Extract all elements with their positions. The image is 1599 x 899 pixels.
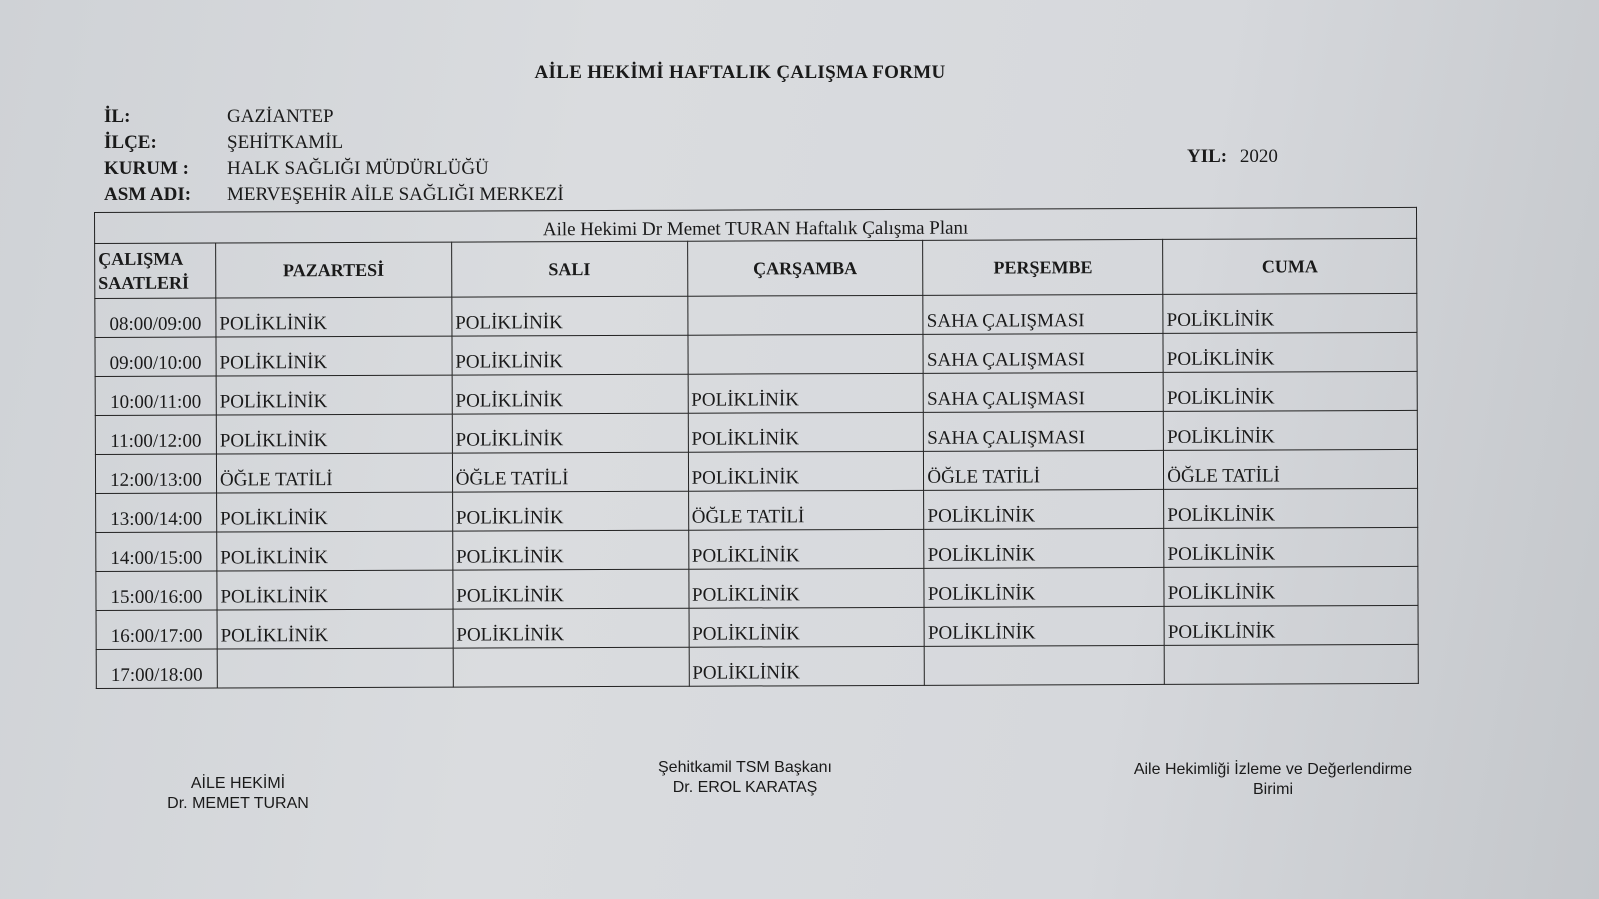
day-header-wednesday: ÇARŞAMBA	[687, 240, 923, 296]
schedule-cell: POLİKLİNİK	[1164, 527, 1418, 567]
doctor-name: Dr. MEMET TURAN	[167, 795, 309, 812]
field-ilce	[104, 130, 564, 156]
schedule-row	[95, 293, 1417, 337]
schedule-cell: POLİKLİNİK	[217, 609, 453, 649]
schedule-cell: SAHA ÇALIŞMASI	[923, 372, 1163, 412]
schedule-row	[95, 332, 1417, 376]
unit-signature	[1118, 760, 1428, 800]
time-slot-cell: 11:00/12:00	[95, 415, 216, 454]
schedule-cell: POLİKLİNİK	[217, 492, 453, 532]
time-slot-cell: 16:00/17:00	[96, 610, 217, 649]
schedule-cell: POLİKLİNİK	[217, 570, 453, 610]
form-header-fields	[104, 104, 564, 208]
schedule-cell: POLİKLİNİK	[452, 296, 688, 336]
time-slot-cell: 12:00/13:00	[95, 454, 216, 493]
schedule-cell	[217, 648, 453, 688]
schedule-cell: POLİKLİNİK	[924, 567, 1164, 607]
field-value: MERVEŞEHİR AİLE SAĞLIĞI MERKEZİ	[227, 184, 564, 205]
time-slot-cell: 10:00/11:00	[95, 376, 216, 415]
day-header-monday: PAZARTESİ	[216, 242, 452, 298]
field-label: KURUM :	[104, 158, 189, 179]
schedule-cell: ÖĞLE TATİLİ	[924, 450, 1164, 490]
schedule-cell: POLİKLİNİK	[452, 335, 688, 375]
schedule-row	[96, 566, 1418, 610]
schedule-cell	[1164, 644, 1418, 684]
schedule-cell: POLİKLİNİK	[1163, 371, 1417, 411]
year-label: YIL:	[1187, 146, 1228, 167]
field-label: ASM ADI:	[104, 184, 192, 205]
schedule-cell: ÖĞLE TATİLİ	[1164, 449, 1418, 489]
day-header-friday: CUMA	[1163, 238, 1417, 294]
schedule-cell: POLİKLİNİK	[688, 529, 924, 569]
field-label: İLÇE:	[104, 132, 157, 153]
schedule-cell: POLİKLİNİK	[924, 606, 1164, 646]
weekly-schedule-table	[94, 207, 1419, 689]
field-value: HALK SAĞLIĞI MÜDÜRLÜĞÜ	[227, 158, 489, 179]
doctor-title: AİLE HEKİMİ	[190, 775, 286, 792]
field-asm-adi	[104, 182, 564, 208]
schedule-cell: POLİKLİNİK	[216, 297, 452, 337]
schedule-row	[96, 605, 1418, 649]
schedule-cell: POLİKLİNİK	[1163, 293, 1417, 333]
schedule-cell: ÖĞLE TATİLİ	[452, 452, 688, 492]
schedule-cell: POLİKLİNİK	[924, 528, 1164, 568]
schedule-cell	[925, 645, 1165, 685]
schedule-cell: POLİKLİNİK	[216, 375, 452, 415]
schedule-cell: POLİKLİNİK	[1164, 566, 1418, 606]
schedule-cell: SAHA ÇALIŞMASI	[924, 411, 1164, 451]
time-slot-cell: 14:00/15:00	[96, 532, 217, 571]
schedule-cell	[687, 295, 923, 335]
schedule-cell: POLİKLİNİK	[1164, 605, 1418, 645]
schedule-row	[96, 644, 1418, 688]
day-header-thursday: PERŞEMBE	[923, 239, 1163, 295]
time-slot-cell: 15:00/16:00	[96, 571, 217, 610]
schedule-cell: POLİKLİNİK	[689, 607, 925, 647]
field-label: İL:	[104, 106, 131, 127]
schedule-cell: SAHA ÇALIŞMASI	[923, 333, 1163, 373]
schedule-cell: POLİKLİNİK	[688, 412, 924, 452]
year-value: 2020	[1239, 146, 1278, 167]
time-slot-cell: 09:00/10:00	[95, 337, 216, 376]
schedule-cell: POLİKLİNİK	[217, 531, 453, 571]
schedule-cell: POLİKLİNİK	[1163, 410, 1417, 450]
schedule-cell: POLİKLİNİK	[688, 568, 924, 608]
schedule-cell: POLİKLİNİK	[452, 374, 688, 414]
schedule-cell: POLİKLİNİK	[216, 414, 452, 454]
schedule-row	[96, 527, 1418, 571]
tsm-title: Şehitkamil TSM Başkanı	[658, 759, 832, 776]
schedule-cell: POLİKLİNİK	[688, 451, 924, 491]
field-value: ŞEHİTKAMİL	[227, 132, 344, 153]
schedule-cell	[688, 334, 924, 374]
schedule-cell: POLİKLİNİK	[453, 569, 689, 609]
schedule-cell: POLİKLİNİK	[452, 413, 688, 453]
time-slot-cell: 13:00/14:00	[96, 493, 217, 532]
day-header-tuesday: SALI	[451, 241, 687, 297]
schedule-cell: ÖĞLE TATİLİ	[216, 453, 452, 493]
schedule-row	[96, 488, 1418, 532]
schedule-cell	[453, 647, 689, 687]
schedule-cell: POLİKLİNİK	[689, 646, 925, 686]
schedule-cell: POLİKLİNİK	[688, 373, 924, 413]
field-kurum	[104, 156, 564, 182]
schedule-row	[95, 449, 1417, 493]
plan-title: Aile Hekimi Dr Memet TURAN Haftalık Çalışma Planı	[95, 207, 1417, 243]
schedule-cell: POLİKLİNİK	[1164, 488, 1418, 528]
schedule-row	[95, 410, 1417, 454]
schedule-cell: POLİKLİNİK	[452, 530, 688, 570]
tsm-name: Dr. EROL KARATAŞ	[672, 779, 818, 796]
doctor-signature	[158, 774, 318, 814]
schedule-cell: POLİKLİNİK	[1163, 332, 1417, 372]
schedule-cell: POLİKLİNİK	[216, 336, 452, 376]
schedule-cell: POLİKLİNİK	[452, 491, 688, 531]
schedule-cell: ÖĞLE TATİLİ	[688, 490, 924, 530]
tsm-signature	[640, 758, 850, 798]
hours-header-line2: SAATLERİ	[98, 272, 190, 293]
schedule-cell: SAHA ÇALIŞMASI	[923, 294, 1163, 334]
schedule-row	[95, 371, 1417, 415]
year-field	[1187, 146, 1278, 168]
time-slot-cell: 08:00/09:00	[95, 298, 216, 337]
form-title: AİLE HEKİMİ HAFTALIK ÇALIŞMA FORMU	[534, 62, 946, 83]
schedule-body	[95, 293, 1418, 688]
time-slot-cell: 17:00/18:00	[96, 649, 217, 688]
field-value: GAZİANTEP	[227, 106, 334, 127]
header-row	[95, 238, 1417, 298]
unit-name: Birimi	[1253, 781, 1293, 798]
schedule-cell: POLİKLİNİK	[924, 489, 1164, 529]
field-il	[104, 104, 564, 130]
schedule-cell: POLİKLİNİK	[453, 608, 689, 648]
plan-title-row	[95, 207, 1417, 243]
hours-header-line1: ÇALIŞMA	[98, 248, 184, 269]
hours-header	[95, 243, 216, 298]
unit-title: Aile Hekimliği İzleme ve Değerlendirme	[1133, 761, 1413, 778]
